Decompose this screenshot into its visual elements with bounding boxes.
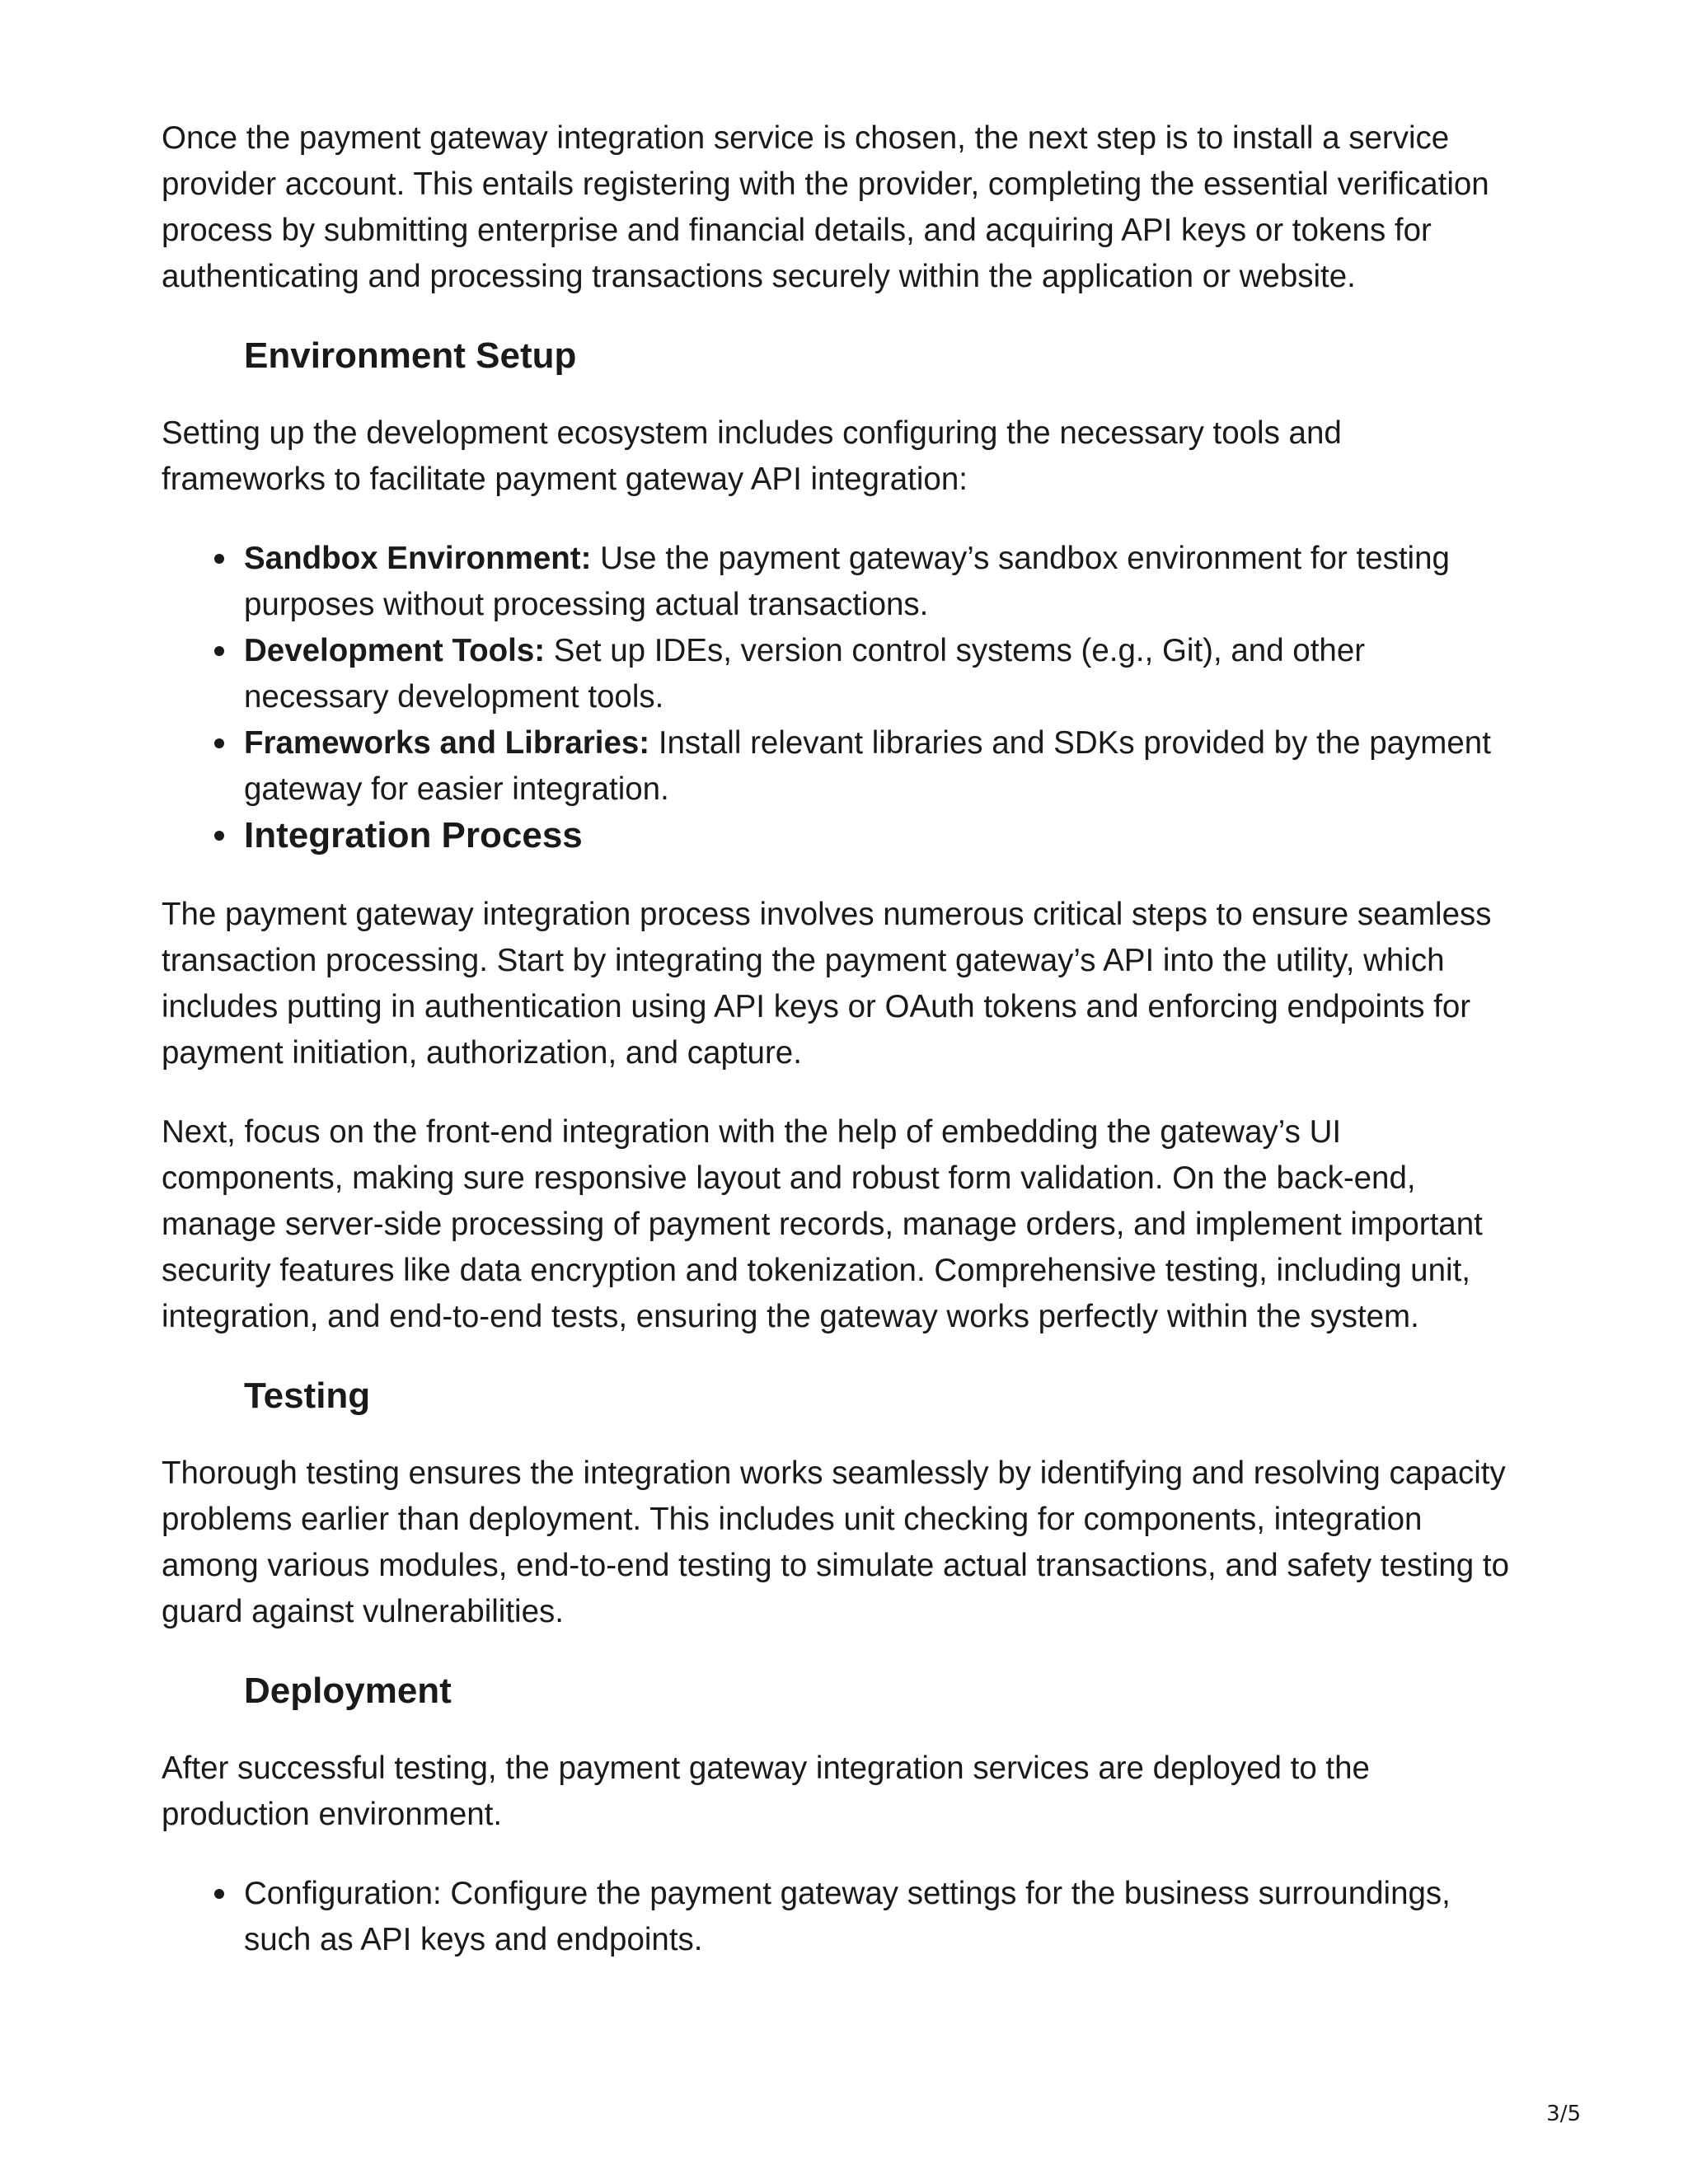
paragraph-testing: Thorough testing ensures the integration works seamlessly by identifying and resolving capacity problems earlier than deployment. This includes unit checking for components, integration among various modules, end-to-end testing to simulate actual transactions, and safety testing to guard against vulnerabilities.: [162, 1455, 1510, 1629]
paragraph-integration-api: The payment gateway integration process involves numerous critical steps to ensure seamless transaction processing. Start by integrating the payment gateway’s API into the utility, which includes putting in authentication using API keys or OAuth tokens and enforcing endpoints for payment initiation, authorization, and capture.: [162, 897, 1492, 1071]
document-page: [162, 115, 1513, 1996]
heading-integration-process: [244, 813, 1513, 859]
bullet-icon: [214, 554, 224, 564]
list-item-frameworks: [244, 720, 1513, 813]
bullet-icon: [214, 646, 224, 656]
page-number: 3/5: [1546, 2102, 1581, 2126]
list-item-text: Install relevant libraries and SDKs provided by the payment gateway for easier integration.: [244, 725, 1491, 807]
paragraph-account-setup: Once the payment gateway integration service is chosen, the next step is to install a service provider account. This entails registering with the provider, completing the essential verification process by submitting enterprise and financial details, and acquiring API keys or tokens for authenticating and processing transactions securely within the application or website.: [162, 120, 1489, 294]
bullet-icon: [214, 831, 224, 841]
bullet-icon: [214, 1889, 224, 1899]
list-item-label: Sandbox Environment:: [244, 541, 592, 576]
heading-environment-setup: Environment Setup: [244, 335, 577, 376]
deployment-list: [162, 1871, 1513, 1963]
bullet-icon: [214, 738, 224, 748]
list-item-text: Configuration: Configure the payment gateway settings for the business surroundings, such as API keys and endpoints.: [244, 1876, 1451, 1957]
paragraph-environment-intro: Setting up the development ecosystem includes configuring the necessary tools and frameworks to facilitate payment gateway API integration:: [162, 415, 1342, 497]
list-item-text: Use the payment gateway’s sandbox environment for testing purposes without processing actual transactions.: [244, 541, 1450, 622]
paragraph-deployment: After successful testing, the payment gateway integration services are deployed to the production environment.: [162, 1750, 1370, 1832]
heading-integration-process-text: Integration Process: [244, 815, 583, 855]
list-item-label: Frameworks and Libraries:: [244, 725, 650, 761]
list-item-configuration: [244, 1871, 1513, 1963]
list-item-sandbox: [244, 536, 1513, 628]
list-item-dev-tools: [244, 628, 1513, 720]
list-item-label: Development Tools:: [244, 633, 546, 668]
heading-deployment: Deployment: [244, 1671, 452, 1711]
heading-testing: Testing: [244, 1376, 371, 1416]
environment-list: [162, 536, 1513, 859]
list-item-text: Set up IDEs, version control systems (e.g., Git), and other necessary development tools.: [244, 633, 1366, 715]
paragraph-integration-frontend: Next, focus on the front-end integration with the help of embedding the gateway’s UI components, making sure responsive layout and robust form validation. On the back-end, manage server-side processing of payment records, manage orders, and implement important security features like data encryption and tokenization. Comprehensive testing, including unit, integration, and end-to-end tests, ensuring the gateway works perfectly within the system.: [162, 1114, 1483, 1334]
